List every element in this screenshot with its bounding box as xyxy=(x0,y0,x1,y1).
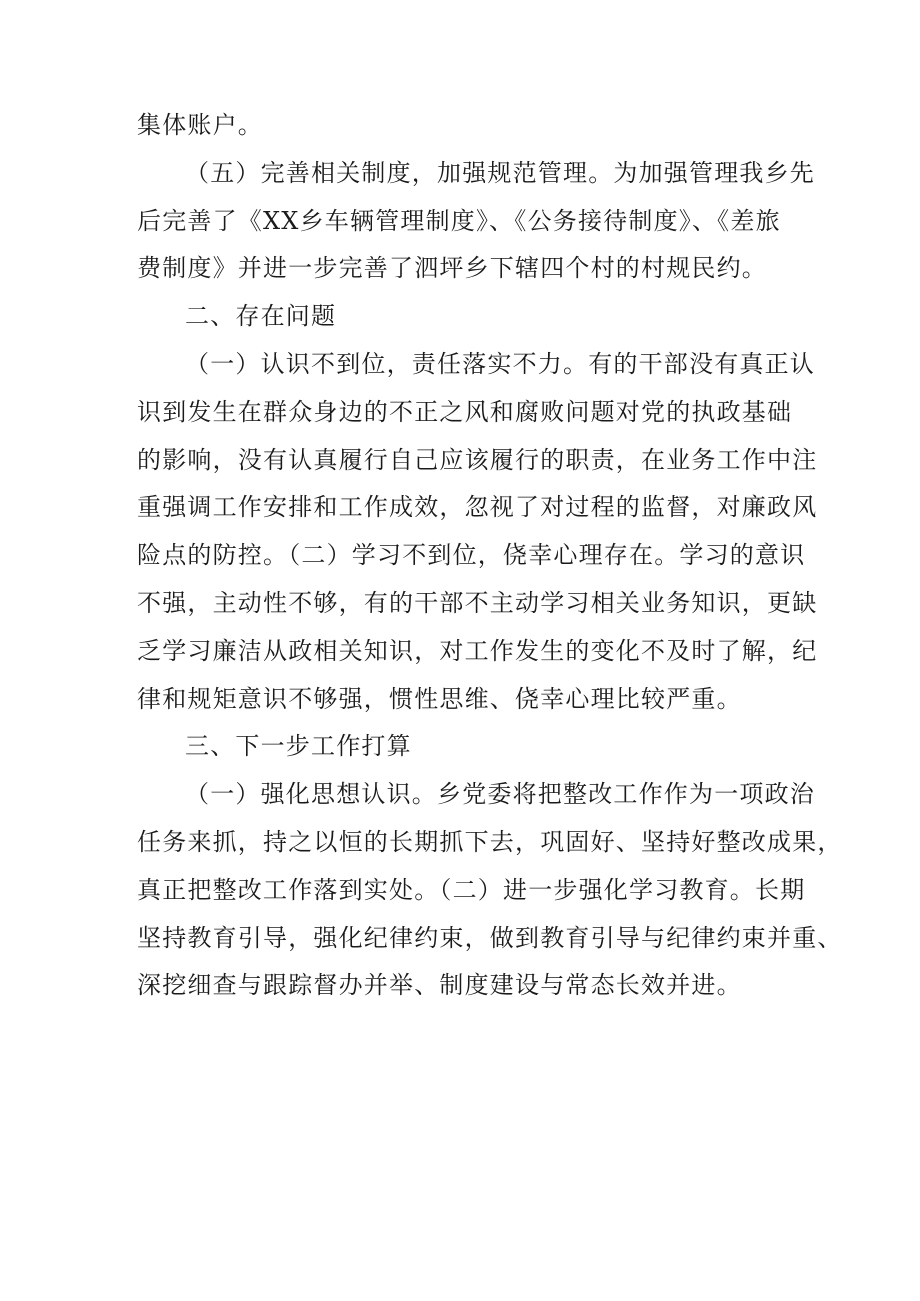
text-line-10: 险点的防控。（二）学习不到位，侥幸心理存在。学习的意识 xyxy=(137,541,806,570)
text-line-16: 任务来抓，持之以恒的长期抓下去，巩固好、坚持好整改成果， xyxy=(137,827,843,856)
text-line-1: 集体账户。 xyxy=(137,111,263,139)
text-line-13: 律和规矩意识不够强，惯性思维、侥幸心理比较严重。 xyxy=(137,684,742,713)
text-line-15: （一）强化思想认识。乡党委将把整改工作作为一项政治 xyxy=(185,780,815,809)
document-body xyxy=(137,102,843,1010)
text-line-18: 坚持教育引导，强化纪律约束，做到教育引导与纪律约束并重、 xyxy=(137,923,843,952)
section-heading-next-steps: 三、下一步工作打算 xyxy=(185,732,412,761)
text-line-7: 识到发生在群众身边的不正之风和腐败问题对党的执政基础 xyxy=(137,397,793,426)
text-line-19: 深挖细查与跟踪督办并举、制度建设与常态长效并进。 xyxy=(137,971,742,1000)
text-line-8: 的影响，没有认真履行自己应该履行的职责，在业务工作中注 xyxy=(137,445,818,474)
text-line-9: 重强调工作安排和工作成效，忽视了对过程的监督，对廉政风 xyxy=(137,493,818,522)
text-line-17: 真正把整改工作落到实处。（二）进一步强化学习教育。长期 xyxy=(137,875,806,904)
text-line-2: （五）完善相关制度，加强规范管理。为加强管理我乡先 xyxy=(185,158,815,187)
text-line-6: （一）认识不到位，责任落实不力。有的干部没有真正认 xyxy=(185,349,815,378)
text-line-3: 后完善了《XX乡车辆管理制度》、《公务接待制度》、《差旅 xyxy=(137,206,781,235)
text-line-11: 不强，主动性不够，有的干部不主动学习相关业务知识，更缺 xyxy=(137,588,818,617)
text-line-12: 乏学习廉洁从政相关知识，对工作发生的变化不及时了解，纪 xyxy=(137,636,818,665)
section-heading-problems: 二、存在问题 xyxy=(185,302,337,331)
text-line-4: 费制度》并进一步完善了泗坪乡下辖四个村的村规民约。 xyxy=(137,254,767,283)
